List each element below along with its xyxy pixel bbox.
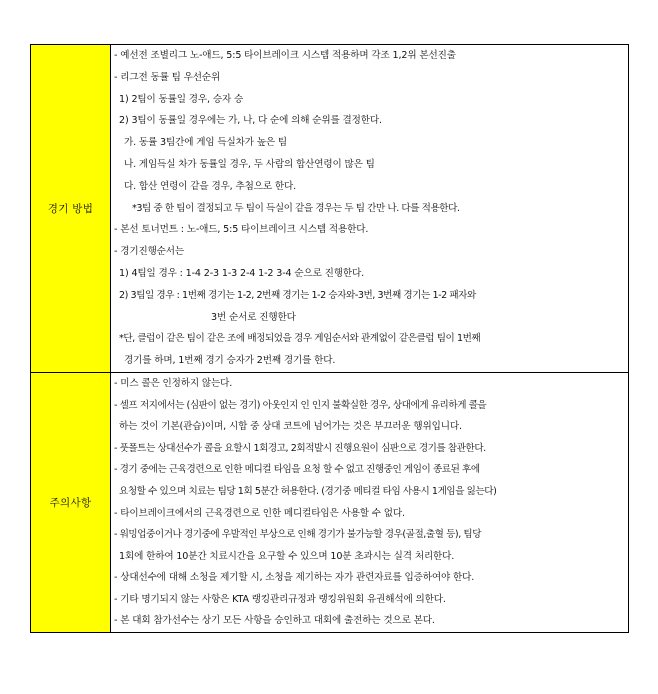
method-line: - 경기진행순서는 xyxy=(114,246,185,258)
method-line: 3번 순서로 진행한다 xyxy=(211,311,296,323)
cautions-row xyxy=(31,372,629,632)
cautions-label: 주의사항 xyxy=(31,372,111,632)
game-method-row xyxy=(31,45,629,373)
game-method-label: 경기 방법 xyxy=(31,45,111,373)
caution-line: 요청할 수 있으며 치료는 팀당 1회 5분간 허용한다. (경기중 메티컬 타임 사용시 1게임을 잃는다) xyxy=(119,485,497,497)
caution-line: - 워밍업중이거나 경기중에 우발적인 부상으로 인해 경기가 불가능할 경우(골절,출혈 등), 팀당 xyxy=(114,529,482,541)
caution-line: - 미스 콜은 인정하지 않는다. xyxy=(114,377,233,389)
method-line: - 리그전 동률 팀 우선순위 xyxy=(114,71,221,83)
caution-line: - 셀프 저지에서는 (심판이 없는 경기) 아웃인지 인 인지 불확실한 경우, 상대에게 유리하게 콜을 xyxy=(114,399,487,411)
method-line: 1) 4팀일 경우 : 1-4 2-3 1-3 2-4 1-2 3-4 순으로 진행한다. xyxy=(119,267,364,279)
method-line: *3팀 중 한 팀이 결정되고 두 팀이 득실이 같을 경우는 두 팀 간만 나. 다를 적용한다. xyxy=(132,202,460,214)
method-line: 2) 3팀이 동률일 경우에는 가, 나, 다 순에 의해 순위를 결정한다. xyxy=(119,115,382,127)
caution-line: - 상대선수에 대해 소청을 제기할 시, 소청을 제기하는 자가 관련자료를 입증하여야 한다. xyxy=(114,572,475,584)
caution-line: - 타이브레이크에서의 근육경련으로 인한 메디컬타임은 사용할 수 없다. xyxy=(114,507,405,519)
method-line: - 본선 토너먼트 : 노-애드, 5:5 타이브레이크 시스템 적용한다. xyxy=(114,224,369,236)
caution-line: - 풋폴트는 상대선수가 콜을 요할시 1회경고, 2회적발시 진행요원이 심판으로 경기를 참관한다. xyxy=(114,442,486,454)
rules-table xyxy=(30,44,629,633)
caution-line: - 경기 중에는 근육경련으로 인한 메디컬 타임을 요청 할 수 없고 진행중인 게임이 종료된 후에 xyxy=(114,464,480,476)
game-method-content xyxy=(111,45,629,373)
method-line: 경기를 하며, 1번째 경기 승자가 2번째 경기를 한다. xyxy=(124,355,336,367)
method-line: - 예선전 조별리그 노-애드, 5:5 타이브레이크 시스템 적용하며 각조 1,2위 본선진출 xyxy=(114,50,456,61)
cautions-content xyxy=(111,372,629,632)
method-line: 2) 3팀일 경우 : 1번째 경기는 1-2, 2번째 경기는 1-2 승자와-3번, 3번째 경기는 1-2 패자와 xyxy=(119,289,476,301)
method-line: 가. 동률 3팀간에 게임 득실차가 높은 팀 xyxy=(124,137,288,149)
caution-line: 하는 것이 기본(관습)이며, 시합 중 상대 코트에 넘어가는 것은 부끄러운 행위입니다. xyxy=(119,421,462,433)
method-line: *단, 클럽이 같은 팀이 같은 조에 배정되었을 경우 게임순서와 관계없이 같은클럽 팀이 1번째 xyxy=(119,333,481,345)
caution-line: 1회에 한하여 10분간 치료시간을 요구할 수 있으며 10분 초과시는 실격 처리한다. xyxy=(119,550,455,562)
method-line: 나. 게임득실 차가 동률일 경우, 두 사람의 합산연령이 많은 팀 xyxy=(124,158,375,170)
method-line: 다. 합산 연령이 같을 경우, 추첨으로 한다. xyxy=(124,180,296,192)
caution-line: - 본 대회 참가선수는 상기 모든 사항을 승인하고 대회에 출전하는 것으로 본다. xyxy=(114,615,435,627)
caution-line: - 기타 명기되지 않는 사항은 KTA 랭킹관리규정과 랭킹위원회 유권해석에 의한다. xyxy=(114,593,446,605)
method-line: 1) 2팀이 동률일 경우, 승자 승 xyxy=(119,93,244,105)
